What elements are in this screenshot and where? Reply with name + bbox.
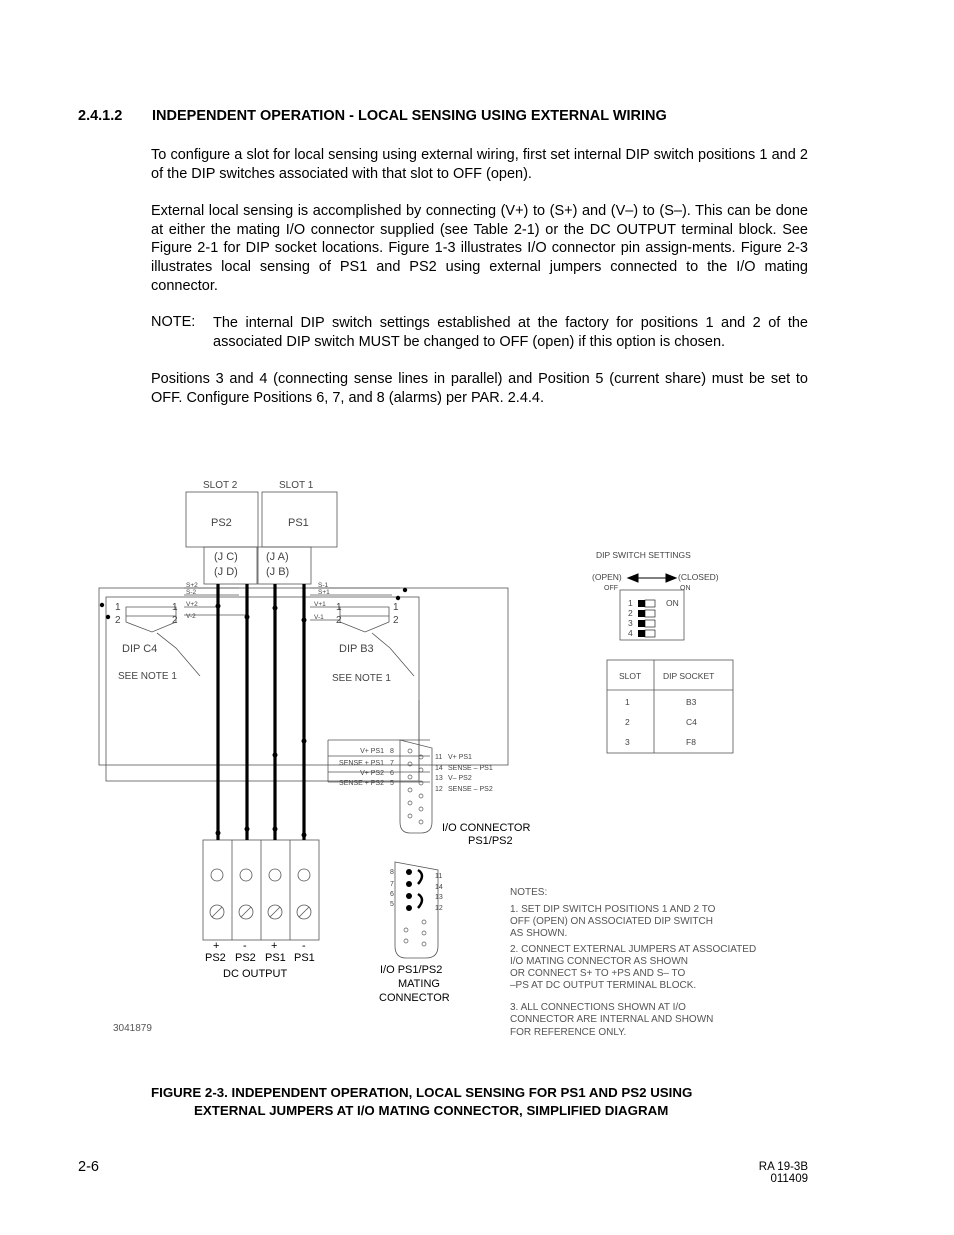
dc-output-label: DC OUTPUT bbox=[223, 968, 288, 980]
mating-label-1: I/O PS1/PS2 bbox=[380, 964, 443, 976]
mating-pin-left-4: 5 bbox=[390, 901, 394, 908]
ja-label: (J A) bbox=[266, 551, 289, 563]
drawing-number: 3041879 bbox=[113, 1023, 152, 1034]
table-row-3-slot: 3 bbox=[625, 737, 630, 747]
see-note-1-c4: SEE NOTE 1 bbox=[118, 671, 177, 682]
table-row-2-socket: C4 bbox=[686, 717, 697, 727]
conn-left-label-2: SENSE + PS1 bbox=[339, 760, 384, 767]
v2m-label: V-2 bbox=[186, 613, 196, 620]
paragraph-3: Positions 3 and 4 (connecting sense lines in parallel) and Position 5 (current share) must be set to OFF. Configure Positions 6, 7, and 8 (alarms) per PAR. 2.4.4. bbox=[151, 371, 808, 406]
conn-right-pin-1: 11 bbox=[435, 754, 443, 761]
dip-c4-label: DIP C4 bbox=[122, 643, 158, 655]
mating-label-3: CONNECTOR bbox=[379, 992, 450, 1004]
terminal-label-1: PS2 bbox=[205, 952, 226, 964]
caption-line-1: FIGURE 2-3. INDEPENDENT OPERATION, LOCAL SENSING FOR PS1 AND PS2 USING bbox=[151, 1085, 693, 1100]
note-line-10: FOR REFERENCE ONLY. bbox=[510, 1027, 627, 1038]
conn-right-label-3: V– PS2 bbox=[448, 775, 472, 782]
table-row-1-socket: B3 bbox=[686, 697, 697, 707]
terminal-sign-1: + bbox=[213, 940, 220, 952]
s1m-label: S-1 bbox=[318, 582, 329, 589]
wiring-diagram-svg bbox=[90, 470, 830, 1050]
jd-label: (J D) bbox=[214, 566, 238, 578]
note-line-3: AS SHOWN. bbox=[510, 928, 568, 939]
note-line-2: OFF (OPEN) ON ASSOCIATED DIP SWITCH bbox=[510, 916, 713, 927]
note-text: The internal DIP switch settings established at the factory for positions 1 and 2 of the associated DIP switch MUST be changed to OFF (open) if this option is chosen. bbox=[213, 315, 808, 350]
jb-label: (J B) bbox=[266, 566, 290, 578]
s1p-label: S+1 bbox=[318, 589, 330, 596]
dip-pos-2: 2 bbox=[628, 608, 633, 618]
table-row-2-slot: 2 bbox=[625, 717, 630, 727]
terminal-label-4: PS1 bbox=[294, 952, 315, 964]
terminal-sign-4: - bbox=[302, 940, 306, 952]
io-connector-label-1: I/O CONNECTOR bbox=[442, 822, 531, 834]
slot-2-label: SLOT 2 bbox=[203, 480, 238, 491]
dip-settings-title: DIP SWITCH SETTINGS bbox=[596, 550, 691, 560]
c4-pos2-left: 2 bbox=[115, 615, 121, 626]
conn-right-label-2: SENSE – PS1 bbox=[448, 765, 493, 772]
s2m-label: S-2 bbox=[186, 589, 197, 596]
figure-caption bbox=[151, 1084, 808, 1120]
off-label: OFF bbox=[604, 585, 618, 592]
note-line-5: I/O MATING CONNECTOR AS SHOWN bbox=[510, 956, 688, 967]
open-label: (OPEN) bbox=[592, 572, 622, 582]
b3-pos2-left: 2 bbox=[336, 615, 342, 626]
conn-right-pin-2: 14 bbox=[435, 765, 443, 772]
conn-left-label-3: V+ PS2 bbox=[360, 770, 384, 777]
note-line-1: 1. SET DIP SWITCH POSITIONS 1 AND 2 TO bbox=[510, 904, 716, 915]
conn-left-pin-4: 5 bbox=[390, 780, 394, 787]
mating-label-2: MATING bbox=[398, 978, 440, 990]
mating-pin-left-1: 8 bbox=[390, 869, 394, 876]
v1m-label: V-1 bbox=[314, 614, 324, 621]
conn-left-label-1: V+ PS1 bbox=[360, 748, 384, 755]
jc-label: (J C) bbox=[214, 551, 238, 563]
see-note-1-b3: SEE NOTE 1 bbox=[332, 673, 391, 684]
on-small-label: ON bbox=[680, 585, 691, 592]
mating-pin-left-2: 7 bbox=[390, 881, 394, 888]
table-row-1-slot: 1 bbox=[625, 697, 630, 707]
c4-pos1-left: 1 bbox=[115, 602, 121, 613]
dip-pos-3: 3 bbox=[628, 618, 633, 628]
section-number: 2.4.1.2 bbox=[78, 108, 123, 124]
terminal-sign-2: - bbox=[243, 940, 247, 952]
conn-right-pin-3: 13 bbox=[435, 775, 443, 782]
io-connector-label-2: PS1/PS2 bbox=[468, 835, 513, 847]
b3-pos1-right: 1 bbox=[393, 602, 399, 613]
note-label: NOTE: bbox=[151, 314, 196, 330]
mating-pin-right-3: 13 bbox=[435, 894, 443, 901]
table-row-3-socket: F8 bbox=[686, 737, 696, 747]
section-title: INDEPENDENT OPERATION - LOCAL SENSING USING EXTERNAL WIRING bbox=[152, 108, 667, 124]
terminal-label-3: PS1 bbox=[265, 952, 286, 964]
dip-b3-switch bbox=[340, 607, 414, 676]
c4-pos1-right: 1 bbox=[172, 602, 178, 613]
conn-right-pin-4: 12 bbox=[435, 786, 443, 793]
notes-title: NOTES: bbox=[510, 887, 548, 898]
mating-pin-right-4: 12 bbox=[435, 905, 443, 912]
conn-left-pin-3: 6 bbox=[390, 770, 394, 777]
note-line-4: 2. CONNECT EXTERNAL JUMPERS AT ASSOCIATED bbox=[510, 944, 757, 955]
c4-pos2-right: 2 bbox=[172, 615, 178, 626]
v2p-label: V+2 bbox=[186, 601, 198, 608]
on-label: ON bbox=[666, 598, 679, 608]
b3-pos2-right: 2 bbox=[393, 615, 399, 626]
conn-left-pin-1: 8 bbox=[390, 748, 394, 755]
dip-pos-4: 4 bbox=[628, 628, 633, 638]
closed-label: (CLOSED) bbox=[678, 572, 719, 582]
paragraph-1: To configure a slot for local sensing using external wiring, first set internal DIP switch positions 1 and 2 of the DIP switches associated with that slot to OFF (open). bbox=[151, 147, 808, 182]
note-line-6: OR CONNECT S+ TO +PS AND S– TO bbox=[510, 968, 686, 979]
table-header-socket: DIP SOCKET bbox=[663, 671, 715, 681]
mating-pin-right-2: 14 bbox=[435, 884, 443, 891]
wiring-diagram bbox=[90, 470, 830, 1050]
paragraph-2: External local sensing is accomplished by connecting (V+) to (S+) and (V–) to (S–). This can be done at either the mating I/O connector supplied (see Table 2-1) or the DC OUTPUT terminal block. See Figure 2-1 for DIP socket locations. Figure 1-3 illustrates I/O connector pin assign-ments. Figure 2-3 illustrates local sensing of PS1 and PS2 using external jumpers connected to the I/O mating connector. bbox=[151, 203, 808, 294]
caption-line-2: EXTERNAL JUMPERS AT I/O MATING CONNECTOR, SIMPLIFIED DIAGRAM bbox=[194, 1103, 669, 1118]
conn-right-label-4: SENSE – PS2 bbox=[448, 786, 493, 793]
b3-pos1-left: 1 bbox=[336, 602, 342, 613]
terminal-label-2: PS2 bbox=[235, 952, 256, 964]
note-line-7: –PS AT DC OUTPUT TERMINAL BLOCK. bbox=[510, 980, 697, 991]
note-line-9: CONNECTOR ARE INTERNAL AND SHOWN bbox=[510, 1014, 714, 1025]
mating-connector bbox=[395, 862, 438, 958]
page-number: 2-6 bbox=[78, 1159, 99, 1175]
document-id: RA 19-3B 011409 bbox=[758, 1161, 808, 1185]
conn-right-label-1: V+ PS1 bbox=[448, 754, 472, 761]
ps1-label: PS1 bbox=[288, 517, 309, 529]
dip-b3-label: DIP B3 bbox=[339, 643, 374, 655]
section-heading bbox=[78, 108, 667, 124]
mating-pin-left-3: 6 bbox=[390, 891, 394, 898]
conn-left-pin-2: 7 bbox=[390, 760, 394, 767]
slot-1-label: SLOT 1 bbox=[279, 480, 314, 491]
conn-left-label-4: SENSE + PS2 bbox=[339, 780, 384, 787]
v1p-label: V+1 bbox=[314, 601, 326, 608]
terminal-sign-3: + bbox=[271, 940, 278, 952]
ps2-label: PS2 bbox=[211, 517, 232, 529]
s2p-label: S+2 bbox=[186, 582, 198, 589]
table-header-slot: SLOT bbox=[619, 671, 642, 681]
dip-pos-1: 1 bbox=[628, 598, 633, 608]
mating-pin-right-1: 11 bbox=[435, 873, 443, 880]
io-connector bbox=[400, 740, 432, 833]
note-line-8: 3. ALL CONNECTIONS SHOWN AT I/O bbox=[510, 1002, 686, 1013]
